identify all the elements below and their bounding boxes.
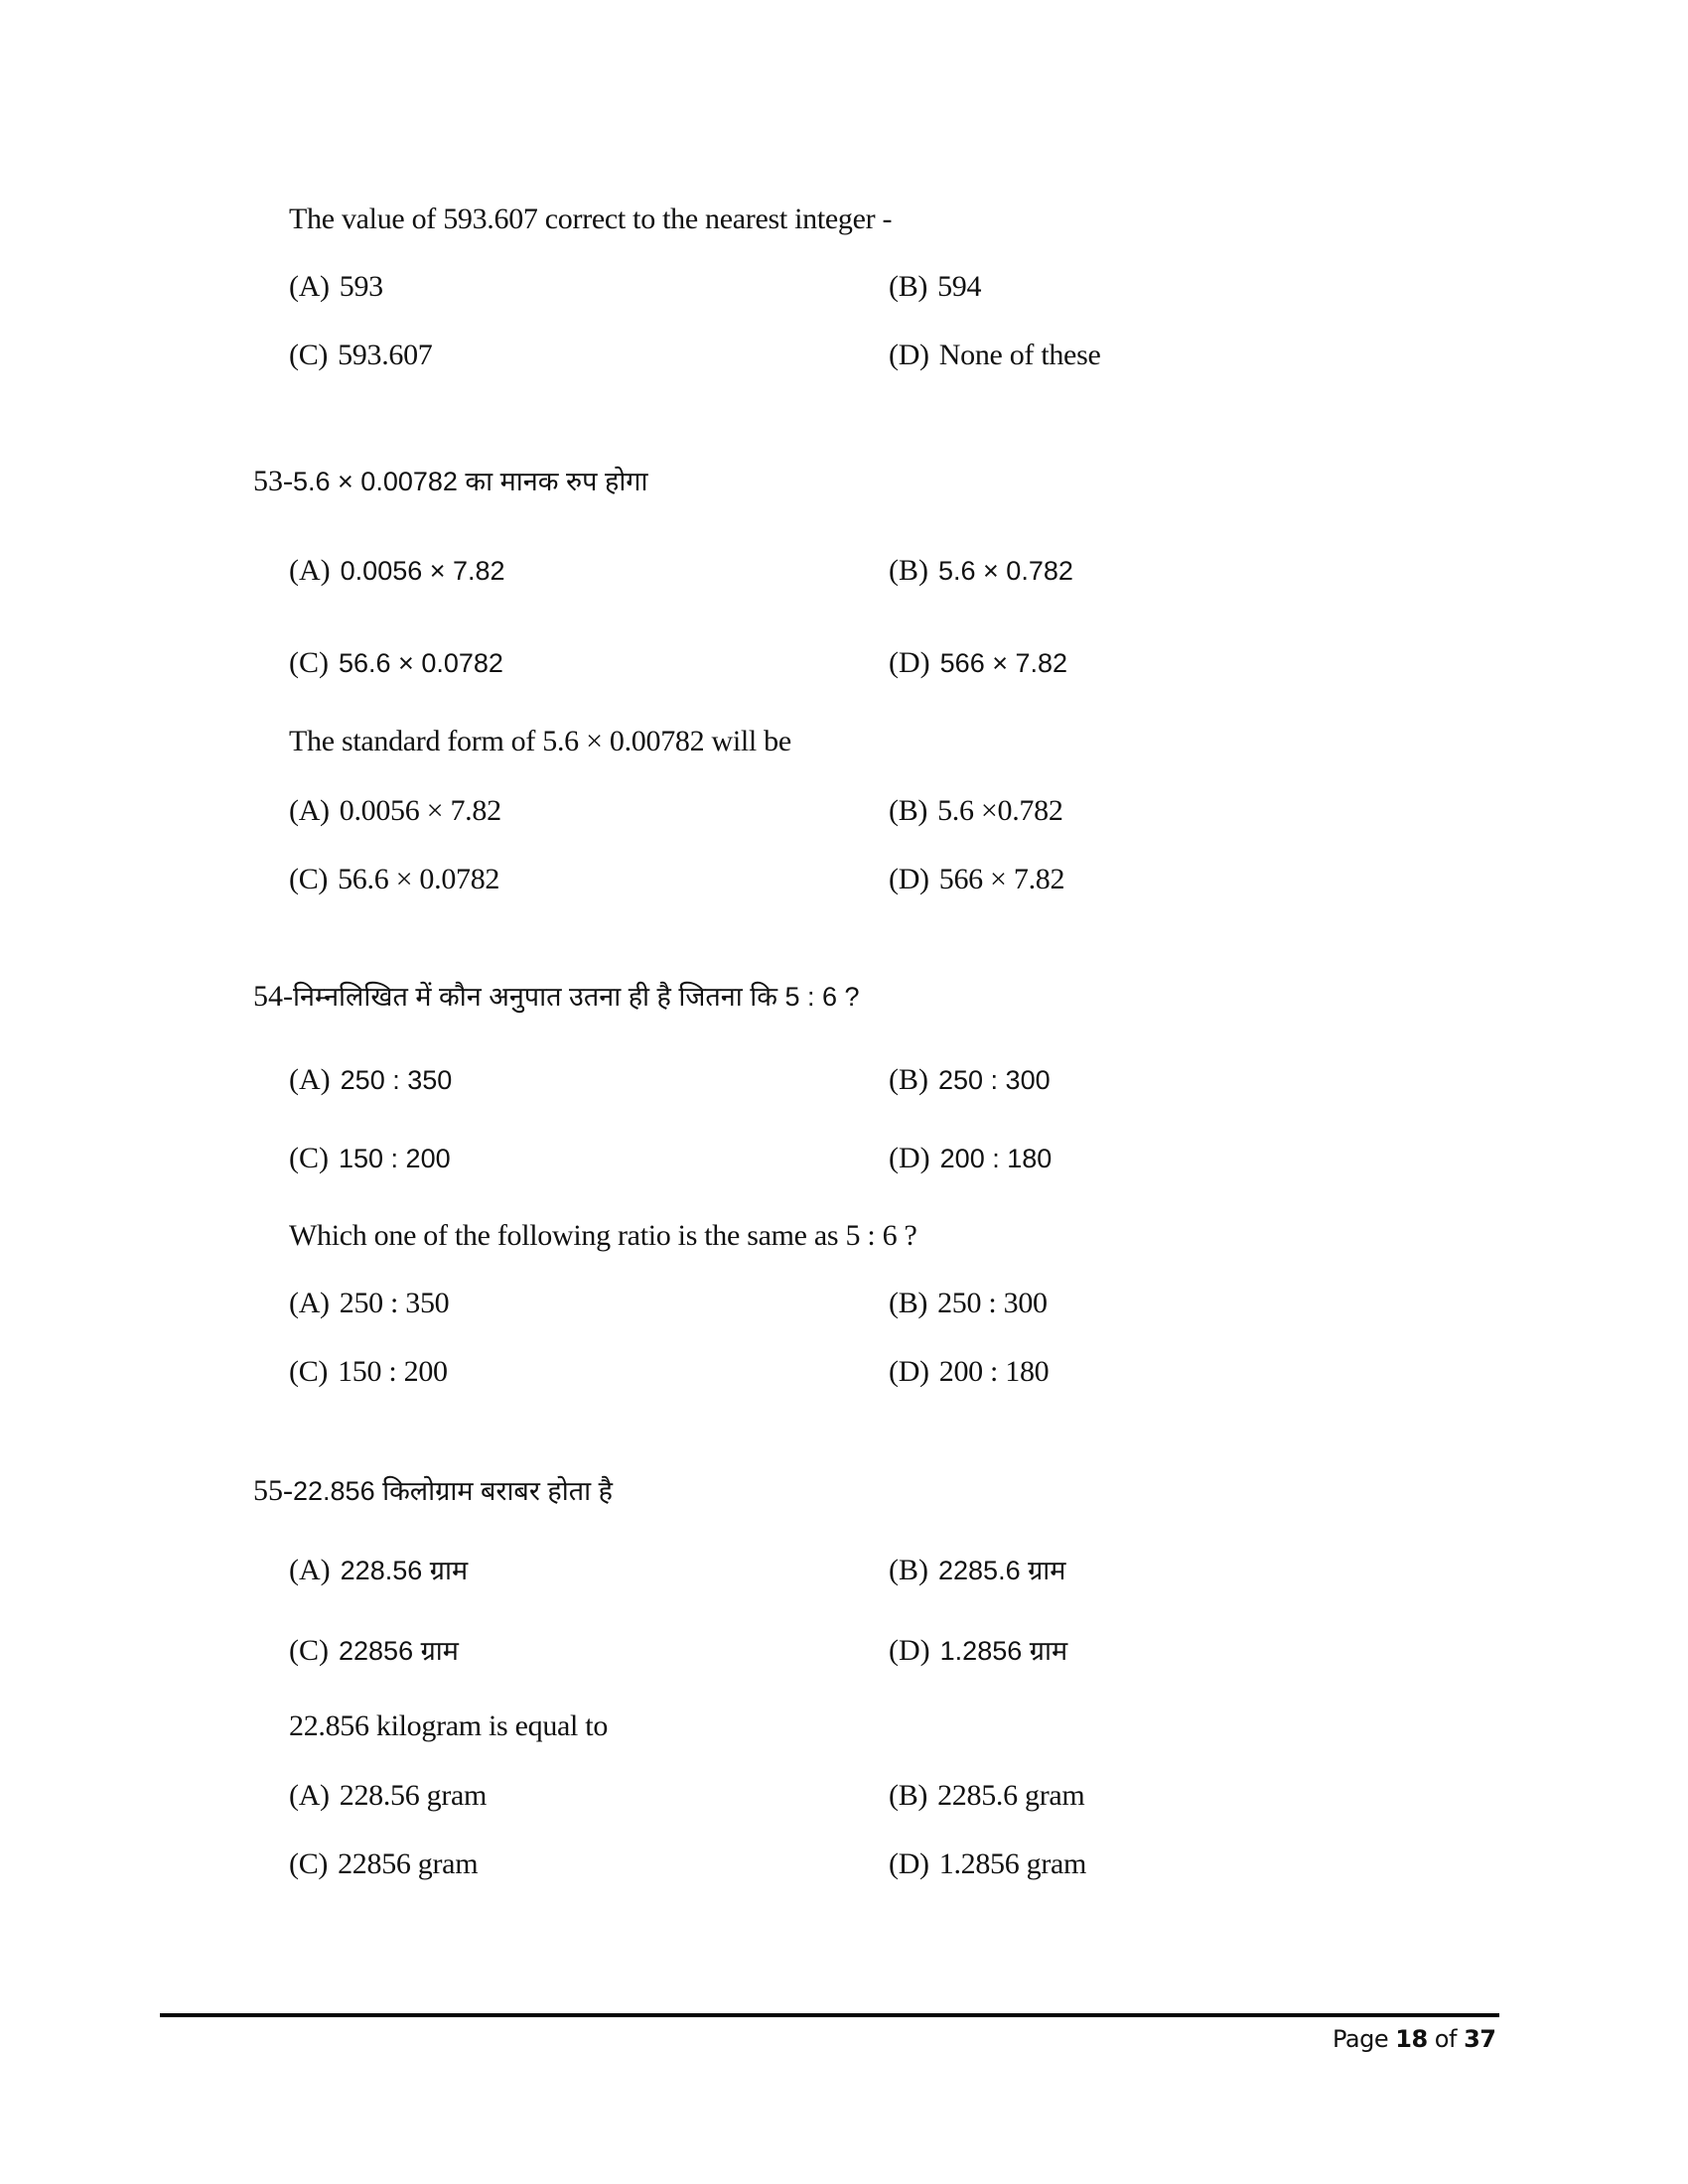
option-label: (D) [889, 646, 930, 679]
option-label: (C) [289, 339, 329, 371]
q53-hi-option-c [289, 648, 503, 678]
question-53-english-text: The standard form of 5.6 × 0.00782 will be [289, 725, 791, 757]
q53-en-option-c [289, 865, 499, 894]
option-label: (A) [289, 554, 331, 587]
option-text: 200 : 180 [939, 1144, 1053, 1173]
option-label: (B) [889, 554, 928, 587]
option-label: (A) [289, 1554, 331, 1586]
page-word: Page [1333, 2025, 1389, 2053]
q55-hi-option-d [889, 1636, 1067, 1666]
option-text: 566 × 7.82 [939, 648, 1068, 678]
question-53-hindi [253, 467, 648, 496]
question-text: निम्नलिखित में कौन अनुपात उतना ही है जितना कि 5 : 6 ? [293, 982, 860, 1012]
q55-hi-option-a [289, 1556, 468, 1585]
option-text: 228.56 gram [339, 1779, 488, 1812]
option-label: (D) [889, 339, 929, 371]
option-text: 0.0056 × 7.82 [339, 794, 501, 827]
option-label: (D) [889, 863, 929, 895]
option-text: 228.56 ग्राम [340, 1556, 469, 1585]
option-text: 593.607 [338, 339, 433, 371]
option-label: (C) [289, 1847, 329, 1880]
question-55-hindi [253, 1476, 613, 1506]
option-text: 22856 gram [338, 1847, 479, 1880]
q54-en-option-d [889, 1357, 1049, 1387]
question-number: 53- [253, 465, 293, 497]
q54-en-option-c [289, 1357, 448, 1387]
page-number [1333, 2025, 1495, 2053]
current-page: 18 [1395, 2025, 1428, 2053]
option-text: 1.2856 gram [938, 1847, 1087, 1880]
question-number: 55- [253, 1474, 293, 1507]
q55-en-option-a [289, 1781, 487, 1811]
option-text: 150 : 200 [338, 1355, 448, 1388]
q55-en-option-b [889, 1781, 1084, 1811]
option-text: 250 : 350 [339, 1287, 450, 1319]
option-text: 5.6 × 0.782 [938, 556, 1073, 586]
q55-en-option-c [289, 1849, 478, 1879]
q55-en-option-d [889, 1849, 1086, 1879]
option-label: (D) [889, 1634, 930, 1667]
option-label: (B) [889, 1779, 928, 1812]
q54-hi-option-a [289, 1065, 452, 1095]
option-label: (C) [289, 863, 329, 895]
option-label: (A) [289, 270, 330, 303]
option-text: 1.2856 ग्राम [939, 1636, 1068, 1666]
option-label: (A) [289, 794, 330, 827]
option-label: (B) [889, 1554, 928, 1586]
option-text: 56.6 × 0.0782 [338, 863, 500, 895]
q54-en-option-a [289, 1289, 449, 1318]
option-text: 593 [339, 270, 383, 303]
footer-divider [160, 2013, 1499, 2017]
question-54-english-text: Which one of the following ratio is the same as 5 : 6 ? [289, 1219, 917, 1252]
option-text: 594 [937, 270, 982, 303]
q53-en-option-d [889, 865, 1064, 894]
q52-en-option-d [889, 341, 1100, 370]
q53-en-option-a [289, 796, 501, 826]
option-label: (D) [889, 1847, 929, 1880]
option-text: 200 : 180 [938, 1355, 1050, 1388]
question-54-hindi [253, 982, 860, 1012]
q54-en-option-b [889, 1289, 1048, 1318]
option-label: (A) [289, 1063, 331, 1096]
q53-hi-option-b [889, 556, 1073, 586]
question-55-english-text: 22.856 kilogram is equal to [289, 1709, 609, 1742]
option-text: 566 × 7.82 [938, 863, 1065, 895]
option-text: 22856 ग्राम [339, 1636, 459, 1666]
option-label: (D) [889, 1355, 929, 1388]
q52-en-option-a [289, 272, 383, 302]
q54-hi-option-d [889, 1144, 1052, 1173]
option-text: None of these [938, 339, 1101, 371]
question-number: 54- [253, 980, 293, 1013]
option-label: (C) [289, 1355, 329, 1388]
q53-hi-option-a [289, 556, 505, 586]
q55-hi-option-c [289, 1636, 459, 1666]
question-52-english-text: The value of 593.607 correct to the nearest integer - [289, 203, 893, 235]
option-label: (C) [289, 646, 329, 679]
option-label: (B) [889, 1287, 928, 1319]
q54-hi-option-b [889, 1065, 1051, 1095]
option-text: 250 : 300 [938, 1065, 1051, 1095]
option-label: (A) [289, 1287, 330, 1319]
option-label: (B) [889, 1063, 928, 1096]
option-text: 250 : 300 [937, 1287, 1048, 1319]
option-text: 250 : 350 [340, 1065, 453, 1095]
option-label: (A) [289, 1779, 330, 1812]
option-text: 2285.6 ग्राम [938, 1556, 1066, 1585]
option-text: 0.0056 × 7.82 [340, 556, 505, 586]
option-label: (D) [889, 1142, 930, 1174]
option-text: 56.6 × 0.0782 [339, 648, 503, 678]
q54-hi-option-c [289, 1144, 451, 1173]
q55-hi-option-b [889, 1556, 1065, 1585]
q53-en-option-b [889, 796, 1063, 826]
question-text: 5.6 × 0.00782 का मानक रुप होगा [293, 467, 648, 496]
of-word: of [1434, 2025, 1457, 2053]
q53-hi-option-d [889, 648, 1067, 678]
option-label: (C) [289, 1634, 329, 1667]
option-label: (C) [289, 1142, 329, 1174]
q52-en-option-c [289, 341, 433, 370]
q52-en-option-b [889, 272, 981, 302]
option-text: 150 : 200 [339, 1144, 451, 1173]
option-text: 2285.6 gram [937, 1779, 1085, 1812]
option-label: (B) [889, 270, 928, 303]
total-pages: 37 [1464, 2025, 1496, 2053]
option-text: 5.6 ×0.782 [937, 794, 1063, 827]
option-label: (B) [889, 794, 928, 827]
question-text: 22.856 किलोग्राम बराबर होता है [293, 1476, 613, 1506]
